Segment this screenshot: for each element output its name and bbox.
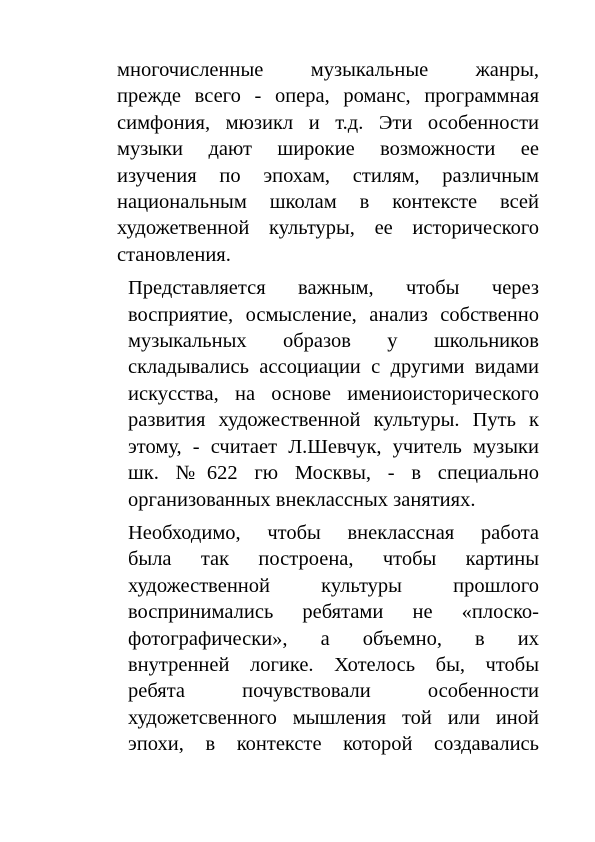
text-line: художественной культуры прошлого: [128, 574, 539, 597]
text-line: ребята почувствовали особенности: [128, 680, 539, 703]
text-line: складывались ассоциации с другими видами: [128, 356, 539, 379]
text-line: музыки дают широкие возможности ее: [117, 138, 539, 161]
body-text: [117, 57, 539, 758]
text-line: восприятие, осмысление, анализ собственно: [128, 303, 539, 326]
text-line: этому, - считает Л.Шевчук, учитель музыки: [128, 435, 539, 458]
text-line: становления.: [117, 243, 231, 266]
text-line: художетсвенного мышления той или иной: [128, 706, 539, 729]
text-line: Представляется важным, чтобы через: [128, 277, 539, 300]
text-line: развития художественной культуры. Путь к: [128, 409, 539, 432]
text-line: прежде всего - опера, романс, программная: [117, 85, 539, 108]
text-line: многочисленные музыкальные жанры,: [117, 59, 539, 81]
text-line: шк. №622 гю Москвы, - в специально: [128, 462, 539, 485]
text-line: внутренней логике. Хотелось бы, чтобы: [128, 653, 539, 676]
text-line: искусства, на основе имениоисторического: [128, 382, 539, 405]
text-line: симфония, мюзикл и т.д. Эти особенности: [117, 111, 539, 134]
text-line: была так построена, чтобы картины: [128, 548, 539, 571]
text-line: художетвенной культуры, ее исторического: [117, 217, 539, 240]
text-line: национальным школам в контексте всей: [117, 191, 539, 214]
paragraph-1: [117, 57, 539, 268]
text-line: воспринимались ребятами не «плоско-: [128, 601, 539, 624]
text-line: эпохи, в контексте которой создавались: [128, 733, 539, 756]
text-line: фотографически», а объемно, в их: [128, 627, 539, 650]
paragraph-3: [117, 520, 539, 758]
text-line: музыкальных образов у школьников: [128, 330, 539, 353]
text-line: Необходимо, чтобы внеклассная работа: [128, 521, 539, 544]
text-line: организованных внеклассных занятиях.: [128, 488, 476, 511]
text-line: изучения по эпохам, стилям, различным: [117, 164, 539, 187]
paragraph-2: [117, 275, 539, 513]
